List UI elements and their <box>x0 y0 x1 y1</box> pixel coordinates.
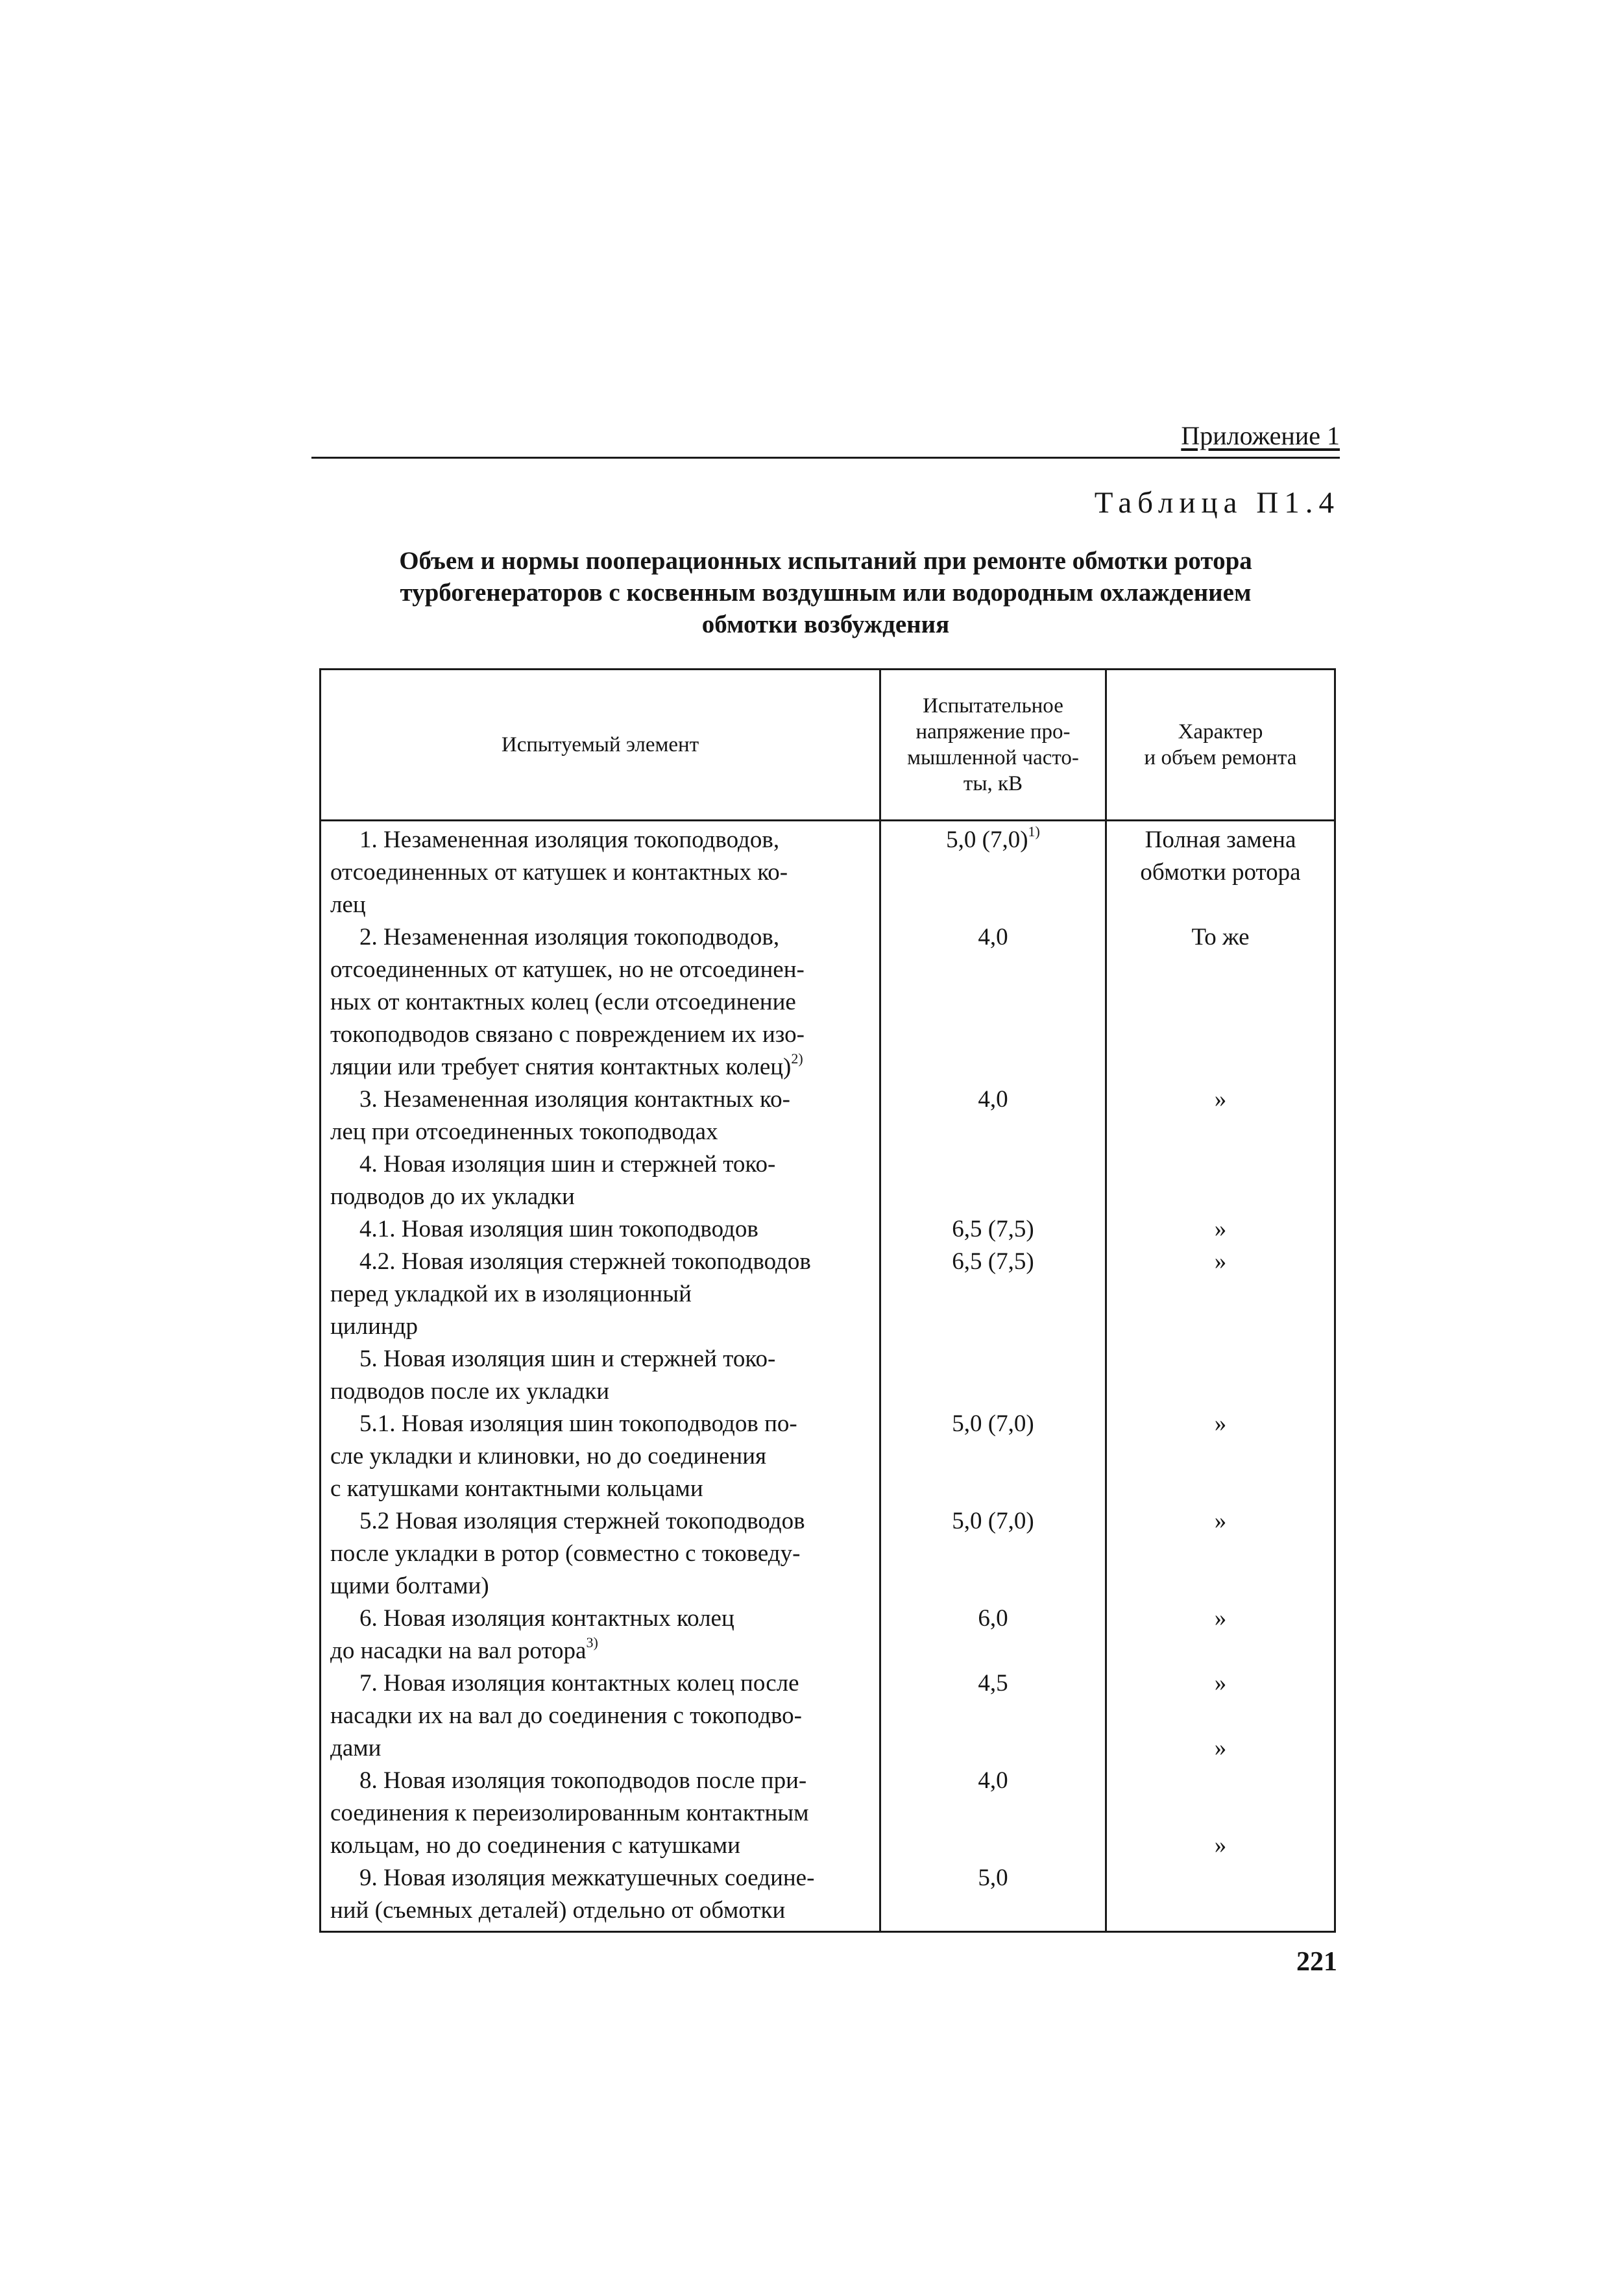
cell-voltage <box>880 1343 1106 1408</box>
element-text: щими болтами) <box>330 1573 489 1599</box>
cell-voltage <box>880 1213 1106 1246</box>
element-text: соединения к переизолированным контактным <box>330 1800 809 1826</box>
cell-repair <box>1106 1246 1335 1343</box>
element-line <box>330 1375 871 1408</box>
element-text: насадки их на вал до соединения с токоподво- <box>330 1702 802 1729</box>
cell-voltage <box>880 1602 1106 1667</box>
element-text: цилиндр <box>330 1313 418 1340</box>
voltage-value: 6,5 (7,5) <box>952 1216 1034 1242</box>
element-text: ных от контактных колец (если отсоединение <box>330 989 796 1015</box>
element-text: дами <box>330 1735 382 1761</box>
element-text: 9. Новая изоляция межкатушечных соедине- <box>359 1865 815 1891</box>
element-line <box>330 1246 871 1278</box>
voltage-value: 4,0 <box>978 924 1008 950</box>
cell-repair <box>1106 1602 1335 1667</box>
voltage-value: 4,0 <box>978 1767 1008 1794</box>
table-row <box>321 1862 1335 1932</box>
table-label: Таблица П1.4 <box>1094 486 1340 520</box>
voltage-value: 6,0 <box>978 1605 1008 1632</box>
footnote-mark: 3) <box>586 1634 598 1650</box>
element-line <box>330 1570 871 1602</box>
cell-repair <box>1106 1505 1335 1602</box>
cell-element <box>321 1862 880 1932</box>
table-row <box>321 1246 1335 1343</box>
repair-line: » <box>1214 1605 1227 1632</box>
cell-element <box>321 1765 880 1862</box>
cell-element <box>321 921 880 1083</box>
table-body <box>321 821 1335 1932</box>
element-line <box>330 1473 871 1505</box>
table-header-row <box>321 670 1335 821</box>
cell-repair <box>1106 1148 1335 1213</box>
repair-line <box>1107 1765 1334 1797</box>
table-row <box>321 1408 1335 1505</box>
element-text: 2. Незамененная изоляция токоподводов, <box>359 924 780 950</box>
element-text: ний (съемных деталей) отдельно от обмотки <box>330 1897 786 1924</box>
table-row <box>321 921 1335 1083</box>
cell-repair <box>1106 1667 1335 1765</box>
element-text: 5. Новая изоляция шин и стержней токо- <box>359 1346 776 1372</box>
title-line: Объем и нормы пооперационных испытаний при ремонте обмотки ротора <box>399 547 1252 575</box>
element-text: до насадки на вал ротора <box>330 1638 587 1664</box>
element-line <box>330 1538 871 1570</box>
footnote-mark: 2) <box>791 1050 803 1067</box>
element-text: 5.2 Новая изоляция стержней токоподводов <box>359 1508 805 1534</box>
cell-repair <box>1106 821 1335 922</box>
element-line <box>330 1505 871 1538</box>
repair-line: » <box>1214 1508 1227 1534</box>
table-title <box>311 545 1340 640</box>
element-line <box>330 1700 871 1732</box>
element-text: лец <box>330 891 366 918</box>
element-line <box>330 1278 871 1311</box>
repair-line <box>1107 1700 1334 1732</box>
cell-element <box>321 1148 880 1213</box>
repair-line: Полная замена <box>1145 827 1296 853</box>
voltage-value: 5,0 (7,0) <box>952 1508 1034 1534</box>
element-text: 4. Новая изоляция шин и стержней токо- <box>359 1151 776 1178</box>
repair-line: » <box>1214 1735 1227 1761</box>
element-text: 3. Незамененная изоляция контактных ко- <box>359 1086 790 1113</box>
cell-repair <box>1106 1862 1335 1932</box>
cell-voltage <box>880 1083 1106 1148</box>
element-line <box>330 1765 871 1797</box>
element-line <box>330 1343 871 1375</box>
element-text: лец при отсоединенных токоподводах <box>330 1118 718 1145</box>
cell-voltage <box>880 1246 1106 1343</box>
header-voltage-line: мышленной часто- <box>907 746 1079 769</box>
voltage-value: 5,0 (7,0) <box>952 1410 1034 1437</box>
voltage-value: 6,5 (7,5) <box>952 1248 1034 1275</box>
element-line <box>330 1311 871 1343</box>
element-line <box>330 954 871 986</box>
cell-element <box>321 1343 880 1408</box>
header-voltage <box>880 670 1106 821</box>
table-row <box>321 1083 1335 1148</box>
element-text: токоподводов связано с повреждением их изо- <box>330 1021 805 1048</box>
cell-repair <box>1106 1765 1335 1862</box>
element-line <box>330 1440 871 1473</box>
element-line <box>330 1732 871 1765</box>
cell-element <box>321 1667 880 1765</box>
cell-repair <box>1106 1343 1335 1408</box>
header-rule <box>311 457 1340 459</box>
element-line <box>330 1408 871 1440</box>
element-line <box>330 856 871 889</box>
element-line <box>330 1148 871 1181</box>
element-line <box>330 1635 871 1667</box>
cell-element <box>321 1408 880 1505</box>
repair-line: » <box>1214 1086 1227 1113</box>
element-text: подводов после их укладки <box>330 1378 610 1405</box>
element-text: 4.1. Новая изоляция шин токоподводов <box>359 1216 758 1242</box>
table-row <box>321 821 1335 922</box>
cell-voltage <box>880 1505 1106 1602</box>
voltage-value: 5,0 <box>978 1865 1008 1891</box>
element-line <box>330 1894 871 1927</box>
cell-voltage <box>880 1148 1106 1213</box>
cell-voltage <box>880 1765 1106 1862</box>
table-row <box>321 1602 1335 1667</box>
element-text: отсоединенных от катушек и контактных ко- <box>330 859 788 886</box>
element-line <box>330 1083 871 1116</box>
element-text: перед укладкой их в изоляционный <box>330 1281 692 1307</box>
voltage-value: 4,0 <box>978 1086 1008 1113</box>
repair-line: То же <box>1191 924 1250 950</box>
cell-element <box>321 1083 880 1148</box>
repair-line: » <box>1214 1248 1227 1275</box>
element-text: 8. Новая изоляция токоподводов после при- <box>359 1767 807 1794</box>
header-voltage-line: напряжение про- <box>915 720 1071 744</box>
cell-voltage <box>880 1408 1106 1505</box>
element-line <box>330 1181 871 1213</box>
table-row <box>321 1148 1335 1213</box>
repair-line <box>1107 1797 1334 1830</box>
element-line <box>330 921 871 954</box>
header-repair-line: Характер <box>1178 720 1263 744</box>
element-text: 1. Незамененная изоляция токоподводов, <box>359 827 780 853</box>
repair-line: » <box>1214 1670 1227 1697</box>
header-voltage-line: ты, кВ <box>963 772 1023 795</box>
element-text: 6. Новая изоляция контактных колец <box>359 1605 734 1632</box>
cell-repair <box>1106 1083 1335 1148</box>
cell-element <box>321 1602 880 1667</box>
element-line <box>330 986 871 1019</box>
element-text: отсоединенных от катушек, но не отсоединен- <box>330 956 805 983</box>
element-line <box>330 1797 871 1830</box>
table-row <box>321 1213 1335 1246</box>
element-line <box>330 1862 871 1894</box>
element-text: сле укладки и клиновки, но до соединения <box>330 1443 767 1469</box>
title-line: турбогенераторов с косвенным воздушным или водородным охлаждением <box>400 579 1252 607</box>
repair-line: » <box>1214 1410 1227 1437</box>
cell-element <box>321 1213 880 1246</box>
element-line <box>330 1019 871 1051</box>
cell-voltage <box>880 1667 1106 1765</box>
element-line <box>330 1116 871 1148</box>
element-line <box>330 1667 871 1700</box>
cell-voltage <box>880 821 1106 922</box>
test-norms-table <box>319 668 1336 1933</box>
cell-element <box>321 1505 880 1602</box>
repair-line: » <box>1214 1832 1227 1859</box>
header-voltage-line: Испытательное <box>923 694 1063 718</box>
cell-voltage <box>880 1862 1106 1932</box>
header-repair-line: и объем ремонта <box>1144 746 1297 769</box>
element-text: с катушками контактными кольцами <box>330 1475 703 1502</box>
cell-repair <box>1106 1408 1335 1505</box>
element-line <box>330 1213 871 1246</box>
element-text: 7. Новая изоляция контактных колец после <box>359 1670 799 1697</box>
cell-element <box>321 821 880 922</box>
element-text: ляции или требует снятия контактных колец) <box>330 1054 792 1080</box>
table-row <box>321 1505 1335 1602</box>
footnote-mark: 1) <box>1028 823 1040 840</box>
repair-line: обмотки ротора <box>1140 859 1301 886</box>
table-row <box>321 1343 1335 1408</box>
element-text: подводов до их укладки <box>330 1183 575 1210</box>
element-line <box>330 1051 871 1083</box>
header-repair <box>1106 670 1335 821</box>
element-text: 4.2. Новая изоляция стержней токоподводов <box>359 1248 811 1275</box>
header-element: Испытуемый элемент <box>321 670 880 821</box>
cell-element <box>321 1246 880 1343</box>
element-text: кольцам, но до соединения с катушками <box>330 1832 741 1859</box>
element-text: после укладки в ротор (совместно с токоведу- <box>330 1540 801 1567</box>
table-row <box>321 1765 1335 1862</box>
repair-line: » <box>1214 1216 1227 1242</box>
element-line <box>330 1602 871 1635</box>
element-line <box>330 824 871 856</box>
element-line <box>330 889 871 921</box>
page-number: 221 <box>1296 1947 1337 1977</box>
element-text: 5.1. Новая изоляция шин токоподводов по- <box>359 1410 797 1437</box>
element-line <box>330 1830 871 1862</box>
title-line: обмотки возбуждения <box>701 611 950 638</box>
voltage-value: 4,5 <box>978 1670 1008 1697</box>
table-row <box>321 1667 1335 1765</box>
cell-repair <box>1106 1213 1335 1246</box>
running-head: Приложение 1 <box>1181 421 1340 450</box>
cell-repair <box>1106 921 1335 1083</box>
voltage-value: 5,0 (7,0) <box>946 827 1028 853</box>
cell-voltage <box>880 921 1106 1083</box>
